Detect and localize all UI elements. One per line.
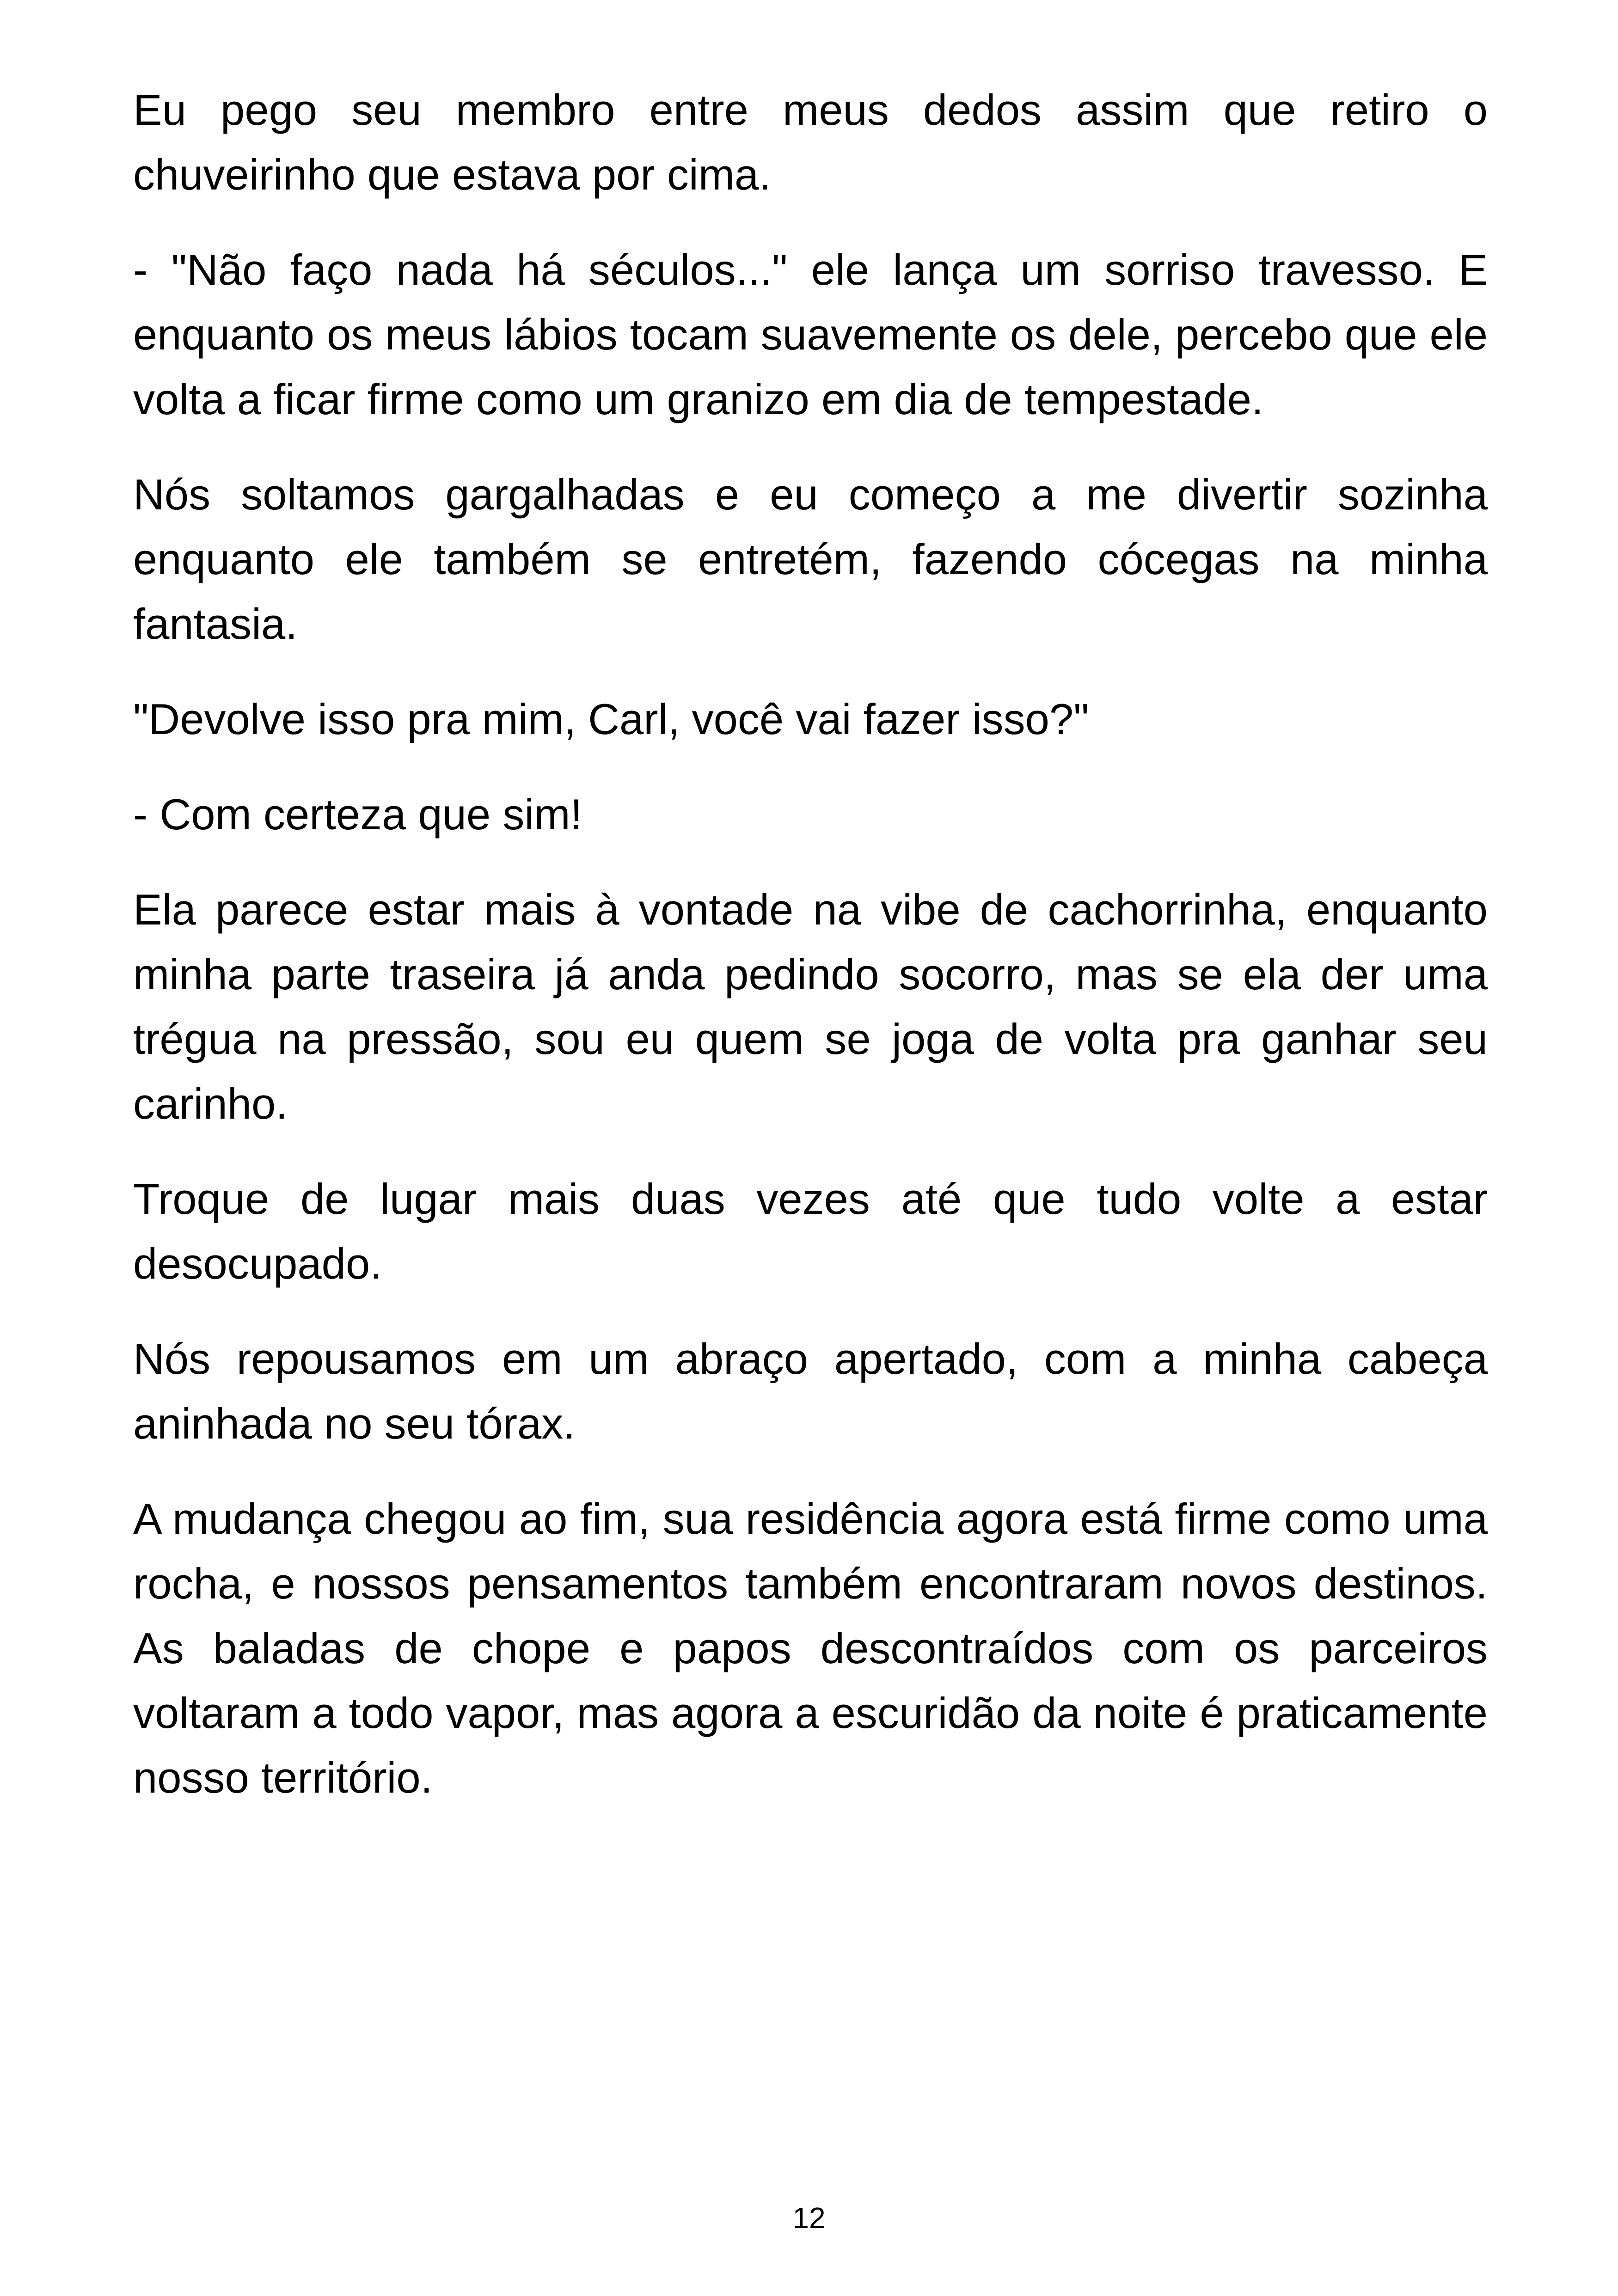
paragraph: "Devolve isso pra mim, Carl, você vai fazer isso?"	[133, 695, 1089, 743]
paragraph: Eu pego seu membro entre meus dedos assim que retiro o chuveirinho que estava por cima.	[133, 86, 1488, 199]
page-number: 12	[792, 2201, 826, 2235]
paragraph: - Com certeza que sim!	[133, 790, 582, 839]
paragraph: A mudança chegou ao fim, sua residência agora está firme como uma rocha, e nossos pensamentos também encontraram novos destinos. As baladas de chope e papos descontraídos com os parceiros voltaram a todo vapor, mas agora a escuridão da noite é praticamente nosso território.	[133, 1494, 1488, 1802]
paragraph: Ela parece estar mais à vontade na vibe de cachorrinha, enquanto minha parte traseira já anda pedindo socorro, mas se ela der uma trégua na pressão, sou eu quem se joga de volta pra ganhar seu carinho.	[133, 885, 1488, 1128]
paragraph: Nós soltamos gargalhadas e eu começo a me divertir sozinha enquanto ele também se entretém, fazendo cócegas na minha fantasia.	[133, 470, 1488, 648]
paragraph: Nós repousamos em um abraço apertado, com a minha cabeça aninhada no seu tórax.	[133, 1335, 1488, 1448]
paragraph: Troque de lugar mais duas vezes até que tudo volte a estar desocupado.	[133, 1175, 1488, 1288]
paragraph: - "Não faço nada há séculos..." ele lança um sorriso travesso. E enquanto os meus lábios tocam suavemente os dele, percebo que ele volta a ficar firme como um granizo em dia de tempestade.	[133, 245, 1488, 423]
body-text	[133, 78, 1488, 1841]
